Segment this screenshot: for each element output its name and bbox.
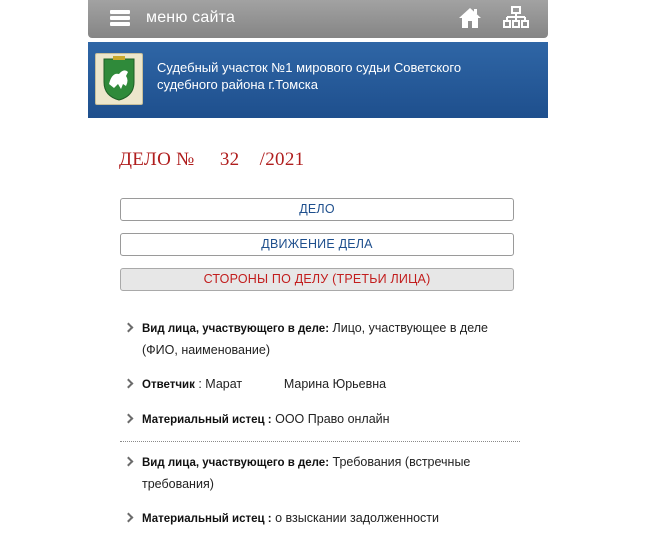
court-header: [88, 42, 548, 118]
chevron-right-icon: [124, 513, 134, 523]
tab-parties[interactable]: СТОРОНЫ ПО ДЕЛУ (ТРЕТЬИ ЛИЦА): [120, 268, 514, 291]
parties-list: [124, 318, 518, 530]
list-item: Материальный истец : ООО Право онлайн: [124, 409, 518, 431]
chevron-right-icon: [124, 323, 134, 333]
list-item: Вид лица, участвующего в деле: Лицо, участвующее в деле (ФИО, наименование): [124, 318, 518, 361]
top-menu-bar: [88, 0, 548, 38]
court-title: Судебный участок №1 мирового судьи Советского судебного района г.Томска: [157, 60, 462, 92]
chevron-right-icon: [124, 457, 134, 467]
menu-label[interactable]: меню сайта: [146, 9, 236, 26]
home-icon[interactable]: [458, 6, 482, 30]
chevron-right-icon: [124, 379, 134, 389]
page: [88, 0, 548, 534]
list-item: Ответчик : Марат Марина Юрьевна: [124, 374, 518, 396]
chevron-right-icon: [124, 414, 134, 424]
tab-case-movement[interactable]: ДВИЖЕНИЕ ДЕЛА: [120, 233, 514, 256]
list-item: Материальный истец : о взыскании задолженности: [124, 508, 518, 530]
case-title: ДЕЛО № 32 /2021: [119, 149, 305, 170]
list-item: Вид лица, участвующего в деле: Требования (встречные требования): [124, 452, 518, 495]
tab-case[interactable]: ДЕЛО: [120, 198, 514, 221]
sitemap-icon[interactable]: [503, 6, 529, 30]
divider: [120, 441, 520, 442]
menu-icon[interactable]: [110, 10, 130, 26]
coat-of-arms-icon: [95, 53, 143, 105]
